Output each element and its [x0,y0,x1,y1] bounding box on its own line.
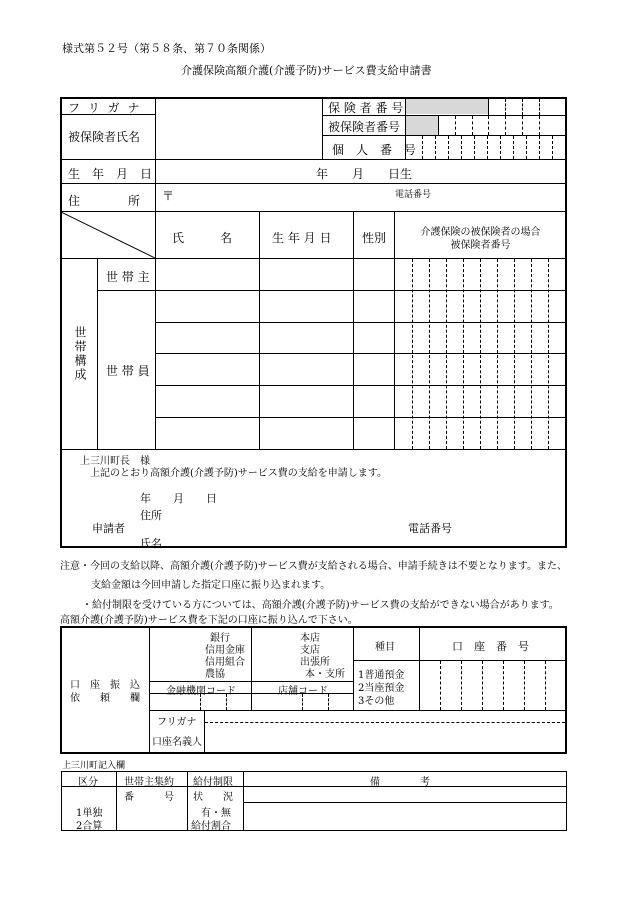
address-label: 住 所 [68,194,141,208]
branch-main: 本店 [300,633,320,644]
phone-label: 電話番号 [395,190,432,200]
inst-code-label: 金融機関コード [166,686,236,697]
applicant-address-label: 住所 [140,509,162,522]
personal-number-label: 個 人 番 号 [332,143,417,157]
note-line-2: 支給金額は今回申請した指定口座に振り込まれます。 [91,580,331,591]
application-date: 年 月 日 [140,492,217,505]
household-head-label: 世 帯 主 [106,270,150,284]
group-header-2: 番 号 [124,792,174,803]
limit-header-2: 状 況 [193,792,233,803]
kubun-option-2: 2合算 [76,821,103,832]
household-side-label: 世帯構成 [73,326,87,382]
birthdate-label: 生 年 月 日 [68,167,153,181]
town-section-title: 上三川町記入欄 [62,761,126,771]
limit-option-2: 給付割合 [191,821,231,832]
form-number: 様式第５２号（第５８条、第７０条関係） [62,42,271,55]
col-insured-line1: 介護保険の被保険者の場合 [420,227,541,238]
account-number-header: 口 座 番 号 [452,640,529,653]
note-line-3: ・給付制限を受けている方については、高額介護(介護予防)サービス費の支給ができない場合があります。 [82,600,559,611]
col-name: 氏 名 [172,231,233,245]
branch-sub: 本・支所 [305,669,345,680]
addressee: 上三川町長 様 [80,456,150,467]
branch-office: 出張所 [300,657,330,668]
col-sex: 性別 [362,231,387,245]
inst-bank: 銀行 [210,633,230,644]
note-line-4: 高額介護(介護予防)サービス費を下記の口座に振り込んで下さい。 [60,615,358,626]
inst-kumiai: 信用組合 [205,657,245,668]
account-furigana-label: フリガナ [157,717,197,728]
account-type-header: 種目 [375,642,395,653]
remarks-header: 備 考 [370,777,430,788]
applicant-label: 申請者 [92,522,125,535]
kubun-option-1: 1単独 [76,808,103,819]
inst-shinkin: 信用金庫 [205,645,245,656]
birthdate-value: 年 月 日生 [316,167,413,181]
applicant-phone-label: 電話番号 [408,522,452,535]
applicant-name-label: 氏名 [140,537,162,550]
insured-number-label: 被保険者番号 [328,120,401,134]
account-type-1: 1普通預金 [358,670,405,681]
bank-label-1: 口 座 振 込 [70,680,140,691]
account-type-3: 3その他 [358,696,395,707]
diagonal-line [61,212,155,258]
col-birthdate: 生 年 月 日 [272,231,332,245]
col-insured-line2: 被保険者番号 [450,240,511,251]
kubun-header: 区分 [78,777,98,788]
application-statement: 上記のとおり高額介護(介護予防)サービス費の支給を申請します。 [90,468,388,479]
furigana-label: フ リ ガ ナ [68,101,142,115]
limit-header-1: 給付制限 [193,777,233,788]
account-type-2: 2当座預金 [358,683,405,694]
household-member-label: 世 帯 員 [106,364,150,378]
note-line-1: 注意・今回の支給以降、高額介護(介護予防)サービス費が支給される場合、申請手続きは不要となります。また、 [60,561,568,572]
limit-option-1: 有・無 [201,808,231,819]
insurer-number-label: 保 険 者 番 号 [328,101,404,115]
branch-branch: 支店 [300,645,320,656]
insured-name-label: 被保険者氏名 [68,130,141,144]
account-holder-label: 口座名義人 [152,737,202,748]
inst-nokyo: 農協 [205,669,225,680]
postal-mark: 〒 [162,189,175,203]
group-header-1: 世帯主集約 [124,777,174,788]
branch-code-label: 店舗コード [278,686,328,697]
bank-label-2: 依 頼 欄 [70,693,140,704]
form-title: 介護保険高額介護(介護予防)サービス費支給申請書 [181,64,432,77]
